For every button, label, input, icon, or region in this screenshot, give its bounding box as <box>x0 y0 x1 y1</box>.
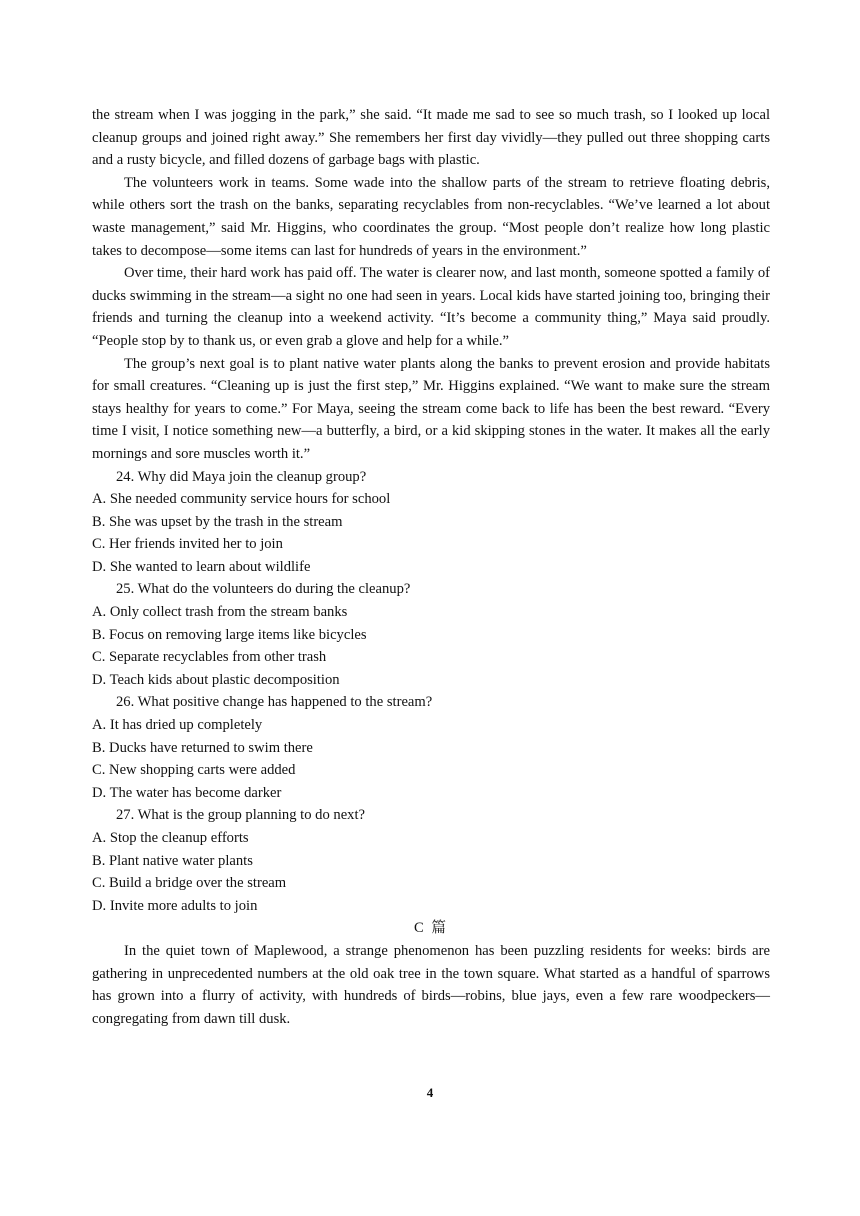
passage-b-paragraph-4: The group’s next goal is to plant native water plants along the banks to prevent erosion and provide habitats for small creatures. “Cleaning up is just the first step,” Mr. Higgins explained. “We want to make sure the stream stays healthy for years to come.” For Maya, seeing the stream come back to life has been the best reward. “Every time I visit, I notice something new—a butterfly, a bird, or a kid skipping stones in the water. It makes all the early mornings and sore muscles worth it.” <box>92 355 770 462</box>
option-c: C. New shopping carts were added <box>92 762 296 779</box>
page-number: 4 <box>426 1085 434 1100</box>
question-stem: 26. What positive change has happened to the stream? <box>116 694 433 711</box>
passage-b-paragraph-1: the stream when I was jogging in the park,” she said. “It made me sad to see so much trash, so I looked up local cleanup groups and joined right away.” She remembers her first day vividly—they pulled out three shopping carts and a rusty bicycle, and filled dozens of garbage bags with plastic. <box>92 107 770 169</box>
option-c: C. Build a bridge over the stream <box>92 875 287 892</box>
question-25 <box>92 578 770 691</box>
passage-b-paragraph-3: Over time, their hard work has paid off. The water is clearer now, and last month, someone spotted a family of ducks swimming in the stream—a sight no one had seen in years. Local kids have started joining too, bringing their friends and turning the cleanup into a weekend activity. “It’s become a community thing,” Maya said proudly. “People stop by to thank us, or even grab a glove and help for a while.” <box>92 265 770 349</box>
option-b: B. Ducks have returned to swim there <box>92 739 313 756</box>
option-d: D. She wanted to learn about wildlife <box>92 558 311 575</box>
question-stem: 24. Why did Maya join the cleanup group? <box>116 468 367 485</box>
passage-c-paragraph-1: In the quiet town of Maplewood, a strange phenomenon has been puzzling residents for weeks: birds are gathering in unprecedented numbers at the old oak tree in the town square. What started as a handful of sparrows has grown into a flurry of activity, with hundreds of birds—robins, blue jays, even a few rare woodpeckers—congregating from dawn till dusk. <box>92 942 770 1027</box>
option-c: C. Separate recyclables from other trash <box>92 649 327 666</box>
option-b: B. Plant native water plants <box>92 852 253 869</box>
question-stem: 27. What is the group planning to do next? <box>116 807 365 824</box>
option-d: D. Teach kids about plastic decomposition <box>92 671 340 688</box>
option-a: A. Stop the cleanup efforts <box>92 830 249 846</box>
option-d: D. The water has become darker <box>92 784 282 801</box>
option-b: B. She was upset by the trash in the stream <box>92 513 343 530</box>
option-c: C. Her friends invited her to join <box>92 536 283 553</box>
option-a: A. She needed community service hours for school <box>92 491 391 508</box>
option-a: A. It has dried up completely <box>92 717 263 734</box>
question-26 <box>92 691 770 804</box>
question-27 <box>92 804 770 917</box>
question-stem: 25. What do the volunteers do during the cleanup? <box>116 581 411 598</box>
option-b: B. Focus on removing large items like bicycles <box>92 626 367 643</box>
question-24 <box>92 466 770 579</box>
option-d: D. Invite more adults to join <box>92 897 258 914</box>
passage-c-heading: C 篇 <box>414 920 448 937</box>
document-page <box>92 104 770 1030</box>
passage-b-paragraph-2: The volunteers work in teams. Some wade into the shallow parts of the stream to retrieve floating debris, while others sort the trash on the banks, separating recyclables from non-recyclables. “We’ve learned a lot about waste management,” said Mr. Higgins, who coordinates the group. “Most people don’t realize how long plastic takes to decompose—some items can last for hundreds of years in the environment.” <box>92 174 770 259</box>
option-a: A. Only collect trash from the stream banks <box>92 604 348 621</box>
